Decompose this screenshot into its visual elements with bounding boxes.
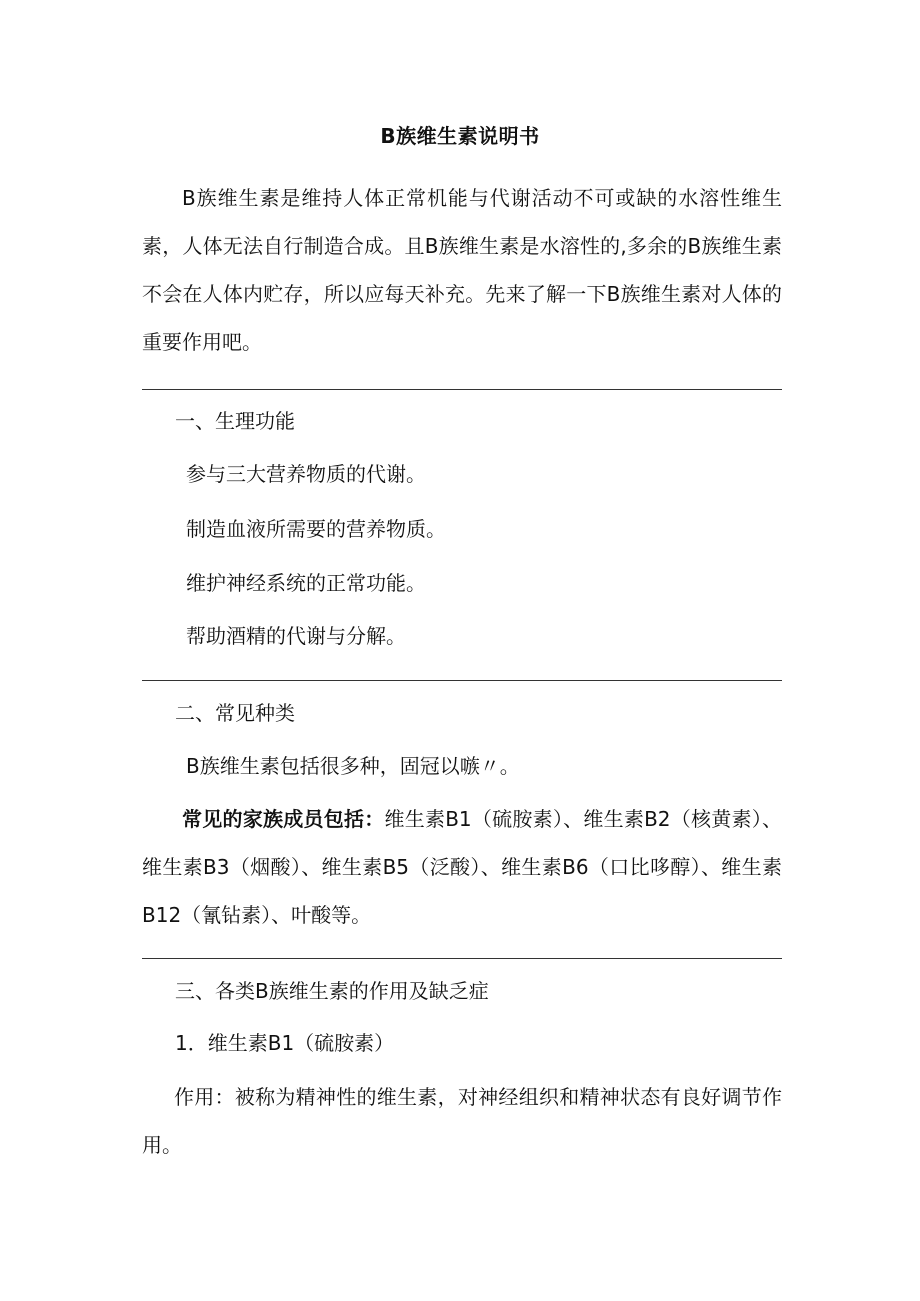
section3-heading: 三、各类B族维生素的作用及缺乏症	[175, 979, 489, 1003]
members-text: 维生素B1（硫胺素）、维生素B2（核黄素）、维生素B3（烟酸）、维生素B5（泛酸）、维生素B6（口比哆醇）、维生素B12（氰钻素）、叶酸等。	[142, 807, 783, 927]
members-label: 常见的家族成员包括：	[182, 807, 385, 831]
document-title: B族维生素说明书	[380, 124, 540, 148]
vitamin-b1-title: 1．维生素B1（硫胺素）	[175, 1031, 395, 1055]
function-item: 参与三大营养物质的代谢。	[186, 462, 426, 486]
function-item: 帮助酒精的代谢与分解。	[186, 624, 406, 648]
vitamin-b1-effect: 作用：被称为精神性的维生素，对神经组织和精神状态有良好调节作用。	[142, 1085, 782, 1157]
types-intro: B族维生素包括很多种，固冠以嗾〃。	[186, 754, 520, 778]
section-divider	[142, 680, 782, 681]
section2-heading: 二、常见种类	[175, 701, 295, 725]
function-item: 维护神经系统的正常功能。	[186, 571, 426, 595]
section-divider	[142, 958, 782, 959]
intro-paragraph: B族维生素是维持人体正常机能与代谢活动不可或缺的水溶性维生素，人体无法自行制造合成。且B族维生素是水溶性的,多余的B族维生素不会在人体内贮存，所以应每天补充。先来了解一下B族维生素对人体的重要作用吧。	[142, 186, 782, 354]
members-paragraph	[142, 795, 782, 939]
section1-heading: 一、生理功能	[175, 409, 295, 433]
section-divider	[142, 389, 782, 390]
function-item: 制造血液所需要的营养物质。	[186, 517, 446, 541]
